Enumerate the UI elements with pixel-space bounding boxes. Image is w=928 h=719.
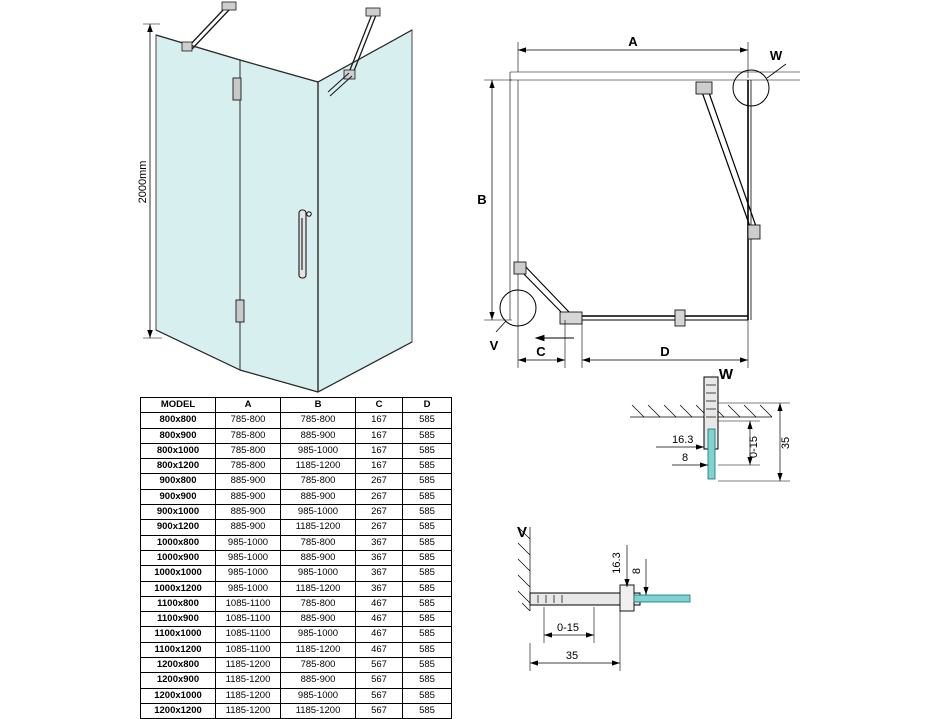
cell-model: 1000x1200 [141, 581, 216, 596]
table-row [141, 642, 452, 657]
cell-d: 585 [403, 520, 452, 535]
cell-c: 367 [356, 581, 403, 596]
cell-model: 1200x1200 [141, 703, 216, 718]
cell-c: 167 [356, 428, 403, 443]
cell-a: 985-1000 [216, 550, 281, 565]
stabilizer-bar-left [182, 2, 236, 51]
table-row [141, 581, 452, 596]
cell-a: 785-800 [216, 459, 281, 474]
cell-b: 985-1000 [281, 566, 356, 581]
cell-b: 885-900 [281, 550, 356, 565]
cell-d: 585 [403, 550, 452, 565]
bracket [620, 585, 634, 611]
cell-c: 567 [356, 673, 403, 688]
table-row [141, 489, 452, 504]
cell-a: 985-1000 [216, 535, 281, 550]
cell-b: 885-900 [281, 428, 356, 443]
cell-b: 885-900 [281, 489, 356, 504]
cell-d: 585 [403, 642, 452, 657]
table-row [141, 428, 452, 443]
door-lower-bracket [514, 262, 569, 316]
top-view [470, 20, 890, 390]
table-row [141, 703, 452, 718]
cell-b: 1185-1200 [281, 581, 356, 596]
table-header-row [141, 398, 452, 413]
cell-model: 900x900 [141, 489, 216, 504]
cell-model: 1200x800 [141, 658, 216, 673]
cell-b: 785-800 [281, 474, 356, 489]
cell-b: 885-900 [281, 673, 356, 688]
cell-b: 985-1000 [281, 443, 356, 458]
cell-a: 785-800 [216, 413, 281, 428]
dim-0-15-label-v: 0-15 [556, 622, 580, 634]
table-row [141, 596, 452, 611]
cell-model: 1100x1200 [141, 642, 216, 657]
cell-model: 900x800 [141, 474, 216, 489]
isometric-view [0, 0, 430, 395]
cell-c: 367 [356, 535, 403, 550]
dim-35-label-v: 35 [565, 650, 579, 662]
cell-d: 585 [403, 627, 452, 642]
wall-hatch-top [510, 72, 800, 80]
bottom-bracket-left [560, 312, 582, 324]
bottom-bracket-mid [675, 310, 685, 326]
cell-a: 1085-1100 [216, 642, 281, 657]
cell-c: 267 [356, 520, 403, 535]
cell-a: 1085-1100 [216, 596, 281, 611]
detail-w-title: W [718, 366, 734, 383]
cell-d: 585 [403, 673, 452, 688]
cell-model: 800x800 [141, 413, 216, 428]
table-row [141, 474, 452, 489]
detail-v [500, 515, 800, 695]
cell-d: 585 [403, 535, 452, 550]
cell-d: 585 [403, 489, 452, 504]
table-row [141, 535, 452, 550]
cell-a: 1185-1200 [216, 688, 281, 703]
cell-b: 1185-1200 [281, 459, 356, 474]
dim-a-label: A [628, 34, 638, 49]
table-row [141, 658, 452, 673]
cell-model: 900x1000 [141, 505, 216, 520]
dim-b-label: B [477, 192, 487, 207]
cell-c: 467 [356, 627, 403, 642]
glass-panel-left [156, 35, 240, 370]
cell-b: 785-800 [281, 413, 356, 428]
cell-a: 1185-1200 [216, 673, 281, 688]
cell-c: 167 [356, 413, 403, 428]
cell-c: 267 [356, 505, 403, 520]
dim-0-15-label-w: 0-15 [748, 435, 760, 459]
cell-b: 985-1000 [281, 505, 356, 520]
dim-35-label-w: 35 [780, 436, 792, 450]
dim-163-label-v: 16.3 [611, 552, 623, 574]
cell-model: 800x1200 [141, 459, 216, 474]
cell-model: 1100x900 [141, 612, 216, 627]
cell-d: 585 [403, 688, 452, 703]
cell-c: 167 [356, 459, 403, 474]
cell-c: 267 [356, 489, 403, 504]
cell-model: 1000x800 [141, 535, 216, 550]
cell-d: 585 [403, 658, 452, 673]
cell-b: 1185-1200 [281, 703, 356, 718]
cell-b: 1185-1200 [281, 642, 356, 657]
glass-section [634, 595, 690, 602]
cell-model: 800x900 [141, 428, 216, 443]
cell-a: 1085-1100 [216, 612, 281, 627]
dim-8-label-w: 8 [682, 452, 689, 464]
cell-d: 585 [403, 612, 452, 627]
cell-a: 1085-1100 [216, 627, 281, 642]
cell-c: 467 [356, 642, 403, 657]
table-row [141, 443, 452, 458]
cell-b: 985-1000 [281, 688, 356, 703]
table-row [141, 413, 452, 428]
cell-c: 567 [356, 658, 403, 673]
cell-a: 885-900 [216, 520, 281, 535]
cell-d: 585 [403, 703, 452, 718]
cell-c: 567 [356, 703, 403, 718]
cell-a: 885-900 [216, 474, 281, 489]
dim-c-label: C [536, 344, 546, 359]
column-header-b: B [281, 398, 356, 413]
table-row [141, 566, 452, 581]
cell-c: 267 [356, 474, 403, 489]
spec-table [140, 397, 452, 719]
cell-b: 785-800 [281, 658, 356, 673]
cell-model: 1100x800 [141, 596, 216, 611]
cell-d: 585 [403, 413, 452, 428]
cell-d: 585 [403, 505, 452, 520]
cell-b: 785-800 [281, 535, 356, 550]
table-row [141, 459, 452, 474]
cell-a: 985-1000 [216, 581, 281, 596]
swing-arrow [536, 335, 574, 340]
cell-d: 585 [403, 566, 452, 581]
cell-c: 367 [356, 566, 403, 581]
cell-b: 885-900 [281, 612, 356, 627]
cell-model: 1000x900 [141, 550, 216, 565]
cell-model: 800x1000 [141, 443, 216, 458]
cell-a: 785-800 [216, 443, 281, 458]
cell-model: 1100x1000 [141, 627, 216, 642]
cell-b: 985-1000 [281, 627, 356, 642]
cell-a: 885-900 [216, 489, 281, 504]
cell-b: 1185-1200 [281, 520, 356, 535]
glass-panel-side [318, 30, 412, 392]
cell-model: 1200x1000 [141, 688, 216, 703]
height-dimension-label: 2000mm [137, 160, 149, 204]
table-row [141, 688, 452, 703]
cell-c: 467 [356, 596, 403, 611]
table-row [141, 505, 452, 520]
spec-table-wrapper [140, 397, 452, 719]
cell-b: 785-800 [281, 596, 356, 611]
wall-hatch [630, 405, 772, 417]
cell-a: 1185-1200 [216, 658, 281, 673]
cell-a: 785-800 [216, 428, 281, 443]
cell-model: 1000x1000 [141, 566, 216, 581]
cell-d: 585 [403, 428, 452, 443]
glass-section [708, 429, 715, 479]
cell-c: 167 [356, 443, 403, 458]
table-row [141, 612, 452, 627]
table-row [141, 550, 452, 565]
dim-163-label-w: 16.3 [672, 434, 694, 446]
dim-8-label-v: 8 [631, 567, 643, 575]
callout-v-label: V [489, 338, 499, 353]
dim-d-label: D [660, 344, 670, 359]
cell-d: 585 [403, 443, 452, 458]
cell-d: 585 [403, 581, 452, 596]
cell-model: 900x1200 [141, 520, 216, 535]
column-header-c: C [356, 398, 403, 413]
cell-d: 585 [403, 596, 452, 611]
cell-d: 585 [403, 459, 452, 474]
table-row [141, 520, 452, 535]
cell-c: 467 [356, 612, 403, 627]
detail-w [620, 355, 920, 515]
hinge-upper [233, 78, 241, 100]
wall-hatch-left [510, 72, 518, 320]
cell-model: 1200x900 [141, 673, 216, 688]
column-header-model: MODEL [141, 398, 216, 413]
column-header-a: A [216, 398, 281, 413]
cell-c: 367 [356, 550, 403, 565]
column-header-d: D [403, 398, 452, 413]
table-row [141, 627, 452, 642]
cell-a: 1185-1200 [216, 703, 281, 718]
hinge-lower [236, 300, 244, 322]
cell-c: 567 [356, 688, 403, 703]
cell-a: 885-900 [216, 505, 281, 520]
callout-w-label: W [769, 48, 783, 63]
cell-a: 985-1000 [216, 566, 281, 581]
cell-d: 585 [403, 474, 452, 489]
detail-v-title: V [516, 524, 528, 541]
